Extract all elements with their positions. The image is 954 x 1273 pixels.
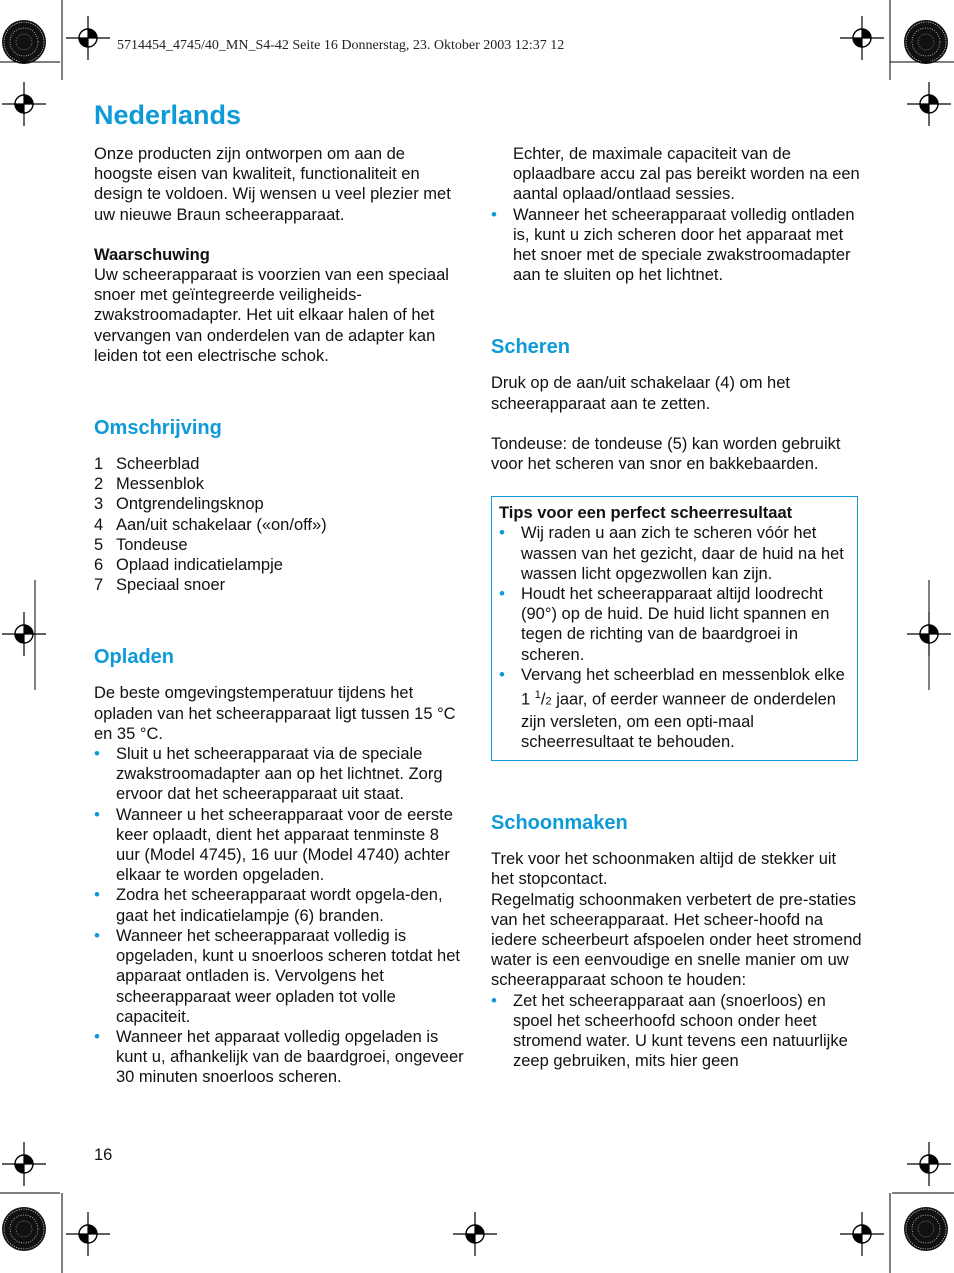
list-item: 4 Aan/uit schakelaar («on/off») xyxy=(94,515,327,534)
print-header: 5714454_4745/40_MN_S4-42 Seite 16 Donnerstag, 23. Oktober 2003 12:37 12 xyxy=(117,38,565,53)
opladen-intro: De beste omgevingstemperatuur tijdens het opladen van het scheerapparaat ligt tussen 15 °C en 35 °C. xyxy=(94,684,456,743)
color-target-icon xyxy=(904,1207,948,1251)
schoonmaken-bullets xyxy=(491,991,863,1072)
list-item: 2 Messenblok xyxy=(94,475,205,494)
section-heading-schoonmaken: Schoonmaken xyxy=(491,812,628,835)
list-item: • Wanneer het apparaat volledig opgeladen is kunt u, afhankelijk van de baardgroei, ongeveer 30 minuten snoerloos scheren. xyxy=(94,1027,466,1088)
registration-mark-icon xyxy=(840,16,884,60)
section-heading-omschrijving: Omschrijving xyxy=(94,417,222,440)
list-item: • Vervang het scheerblad en messenblok elke 1 $^1$/2 jaar, of eerder wanneer de onderdelen zijn versleten, om een opti-maal scheerresultaat te behouden. xyxy=(499,665,849,752)
color-target-icon xyxy=(904,20,948,64)
list-item: 1 Scheerblad xyxy=(94,455,200,474)
right-column xyxy=(491,144,863,1071)
schoonmaken-text-1: Trek voor het schoonmaken altijd de stekker uit het stopcontact. xyxy=(491,850,837,889)
warning-heading: Waarschuwing xyxy=(94,245,210,264)
section-heading-scheren: Scheren xyxy=(491,336,570,359)
list-item: • Wij raden u aan zich te scheren vóór het wassen van het gezicht, daar de huid na het wassen licht opgezwollen kan zijn. xyxy=(499,523,849,584)
registration-mark-icon xyxy=(2,612,46,656)
list-item: 7 Speciaal snoer xyxy=(94,576,226,595)
page-number: 16 xyxy=(94,1146,113,1164)
list-item: • Zodra het scheerapparaat wordt opgela-den, gaat het indicatielampje (6) branden. xyxy=(94,885,466,925)
list-item: • Houdt het scheerapparaat altijd loodrecht (90°) op de huid. De huid licht spannen en tegen de richting van de baardgroei in scheren. xyxy=(499,584,849,665)
registration-mark-icon xyxy=(453,1212,497,1256)
intro-text: Onze producten zijn ontworpen om aan de hoogste eisen van kwaliteit, functionaliteit en design te voldoen. Wij wensen u veel plezier met uw nieuwe Braun scheerapparaat. xyxy=(94,145,451,224)
registration-mark-icon xyxy=(840,1212,884,1256)
list-item: • Wanneer het scheerapparaat volledig is opgeladen, kunt u snoerloos scheren totdat het apparaat ontladen is. Vervolgens het scheerapparaat weer opladen tot volle capaciteit. xyxy=(94,926,466,1027)
list-item: 5 Tondeuse xyxy=(94,535,188,554)
section-heading-opladen: Opladen xyxy=(94,646,175,669)
opladen-bullets xyxy=(94,744,466,1087)
tips-box xyxy=(491,496,858,761)
color-target-icon xyxy=(2,20,46,64)
registration-mark-icon xyxy=(2,1142,46,1186)
list-item: • Wanneer u het scheerapparaat voor de eerste keer oplaadt, dient het apparaat tenminste 8 uur (Model 4745), 16 uur (Model 4740) achter elkaar te worden opgeladen. xyxy=(94,805,466,886)
registration-mark-icon xyxy=(66,16,110,60)
left-column xyxy=(94,144,466,1088)
color-target-icon xyxy=(2,1207,46,1251)
page-title: Nederlands xyxy=(94,100,242,130)
warning-text: Uw scheerapparaat is voorzien van een speciaal snoer met geïntegreerde veiligheids-zwakstroomadapter. Het uit elkaar halen of het vervangen van onderdelen van de adapter kan leiden tot een electrische schok. xyxy=(94,266,449,365)
list-item: • Zet het scheerapparaat aan (snoerloos) en spoel het scheerhoofd schoon onder heet stromend water. U kunt tevens een natuurlijke zeep gebruiken, mits hier geen xyxy=(491,991,863,1072)
list-item: 3 Ontgrendelingsknop xyxy=(94,495,264,514)
list-item: • Wanneer het scheerapparaat volledig ontladen is, kunt u zich scheren door het apparaat met het snoer met de speciale zwakstroomadapter aan te sluiten op het lichtnet. xyxy=(491,205,863,286)
list-item: • Sluit u het scheerapparaat via de speciale zwakstroomadapter aan op het lichtnet. Zorg ervoor dat het scheerapparaat uit staat. xyxy=(94,744,466,805)
tips-heading: Tips voor een perfect scheerresultaat xyxy=(499,504,793,523)
registration-mark-icon xyxy=(907,82,951,126)
list-item: 6 Oplaad indicatielampje xyxy=(94,556,283,575)
opladen-continuation: Echter, de maximale capaciteit van de oplaadbare accu zal pas bereikt worden na een aantal oplaad/ontlaad sessies. xyxy=(513,145,860,204)
tips-bullets xyxy=(499,523,849,752)
registration-mark-icon xyxy=(66,1212,110,1256)
scheren-text-2: Tondeuse: de tondeuse (5) kan worden gebruikt voor het scheren van snor en bakkebaarden. xyxy=(491,434,841,474)
registration-mark-icon xyxy=(907,1142,951,1186)
parts-list xyxy=(94,454,466,595)
schoonmaken-text-2: Regelmatig schoonmaken verbetert de pre-staties van het scheerapparaat. Het scheer-hoofd na iedere scheerbeurt afspoelen onder heet stromend water is een eenvoudige en snelle manier om uw scheerapparaat schoon te houden: xyxy=(491,890,862,990)
opladen-bullets-continued xyxy=(491,205,863,286)
scheren-text-1: Druk op de aan/uit schakelaar (4) om het scheerapparaat aan te zetten. xyxy=(491,374,790,413)
registration-mark-icon xyxy=(2,82,46,126)
